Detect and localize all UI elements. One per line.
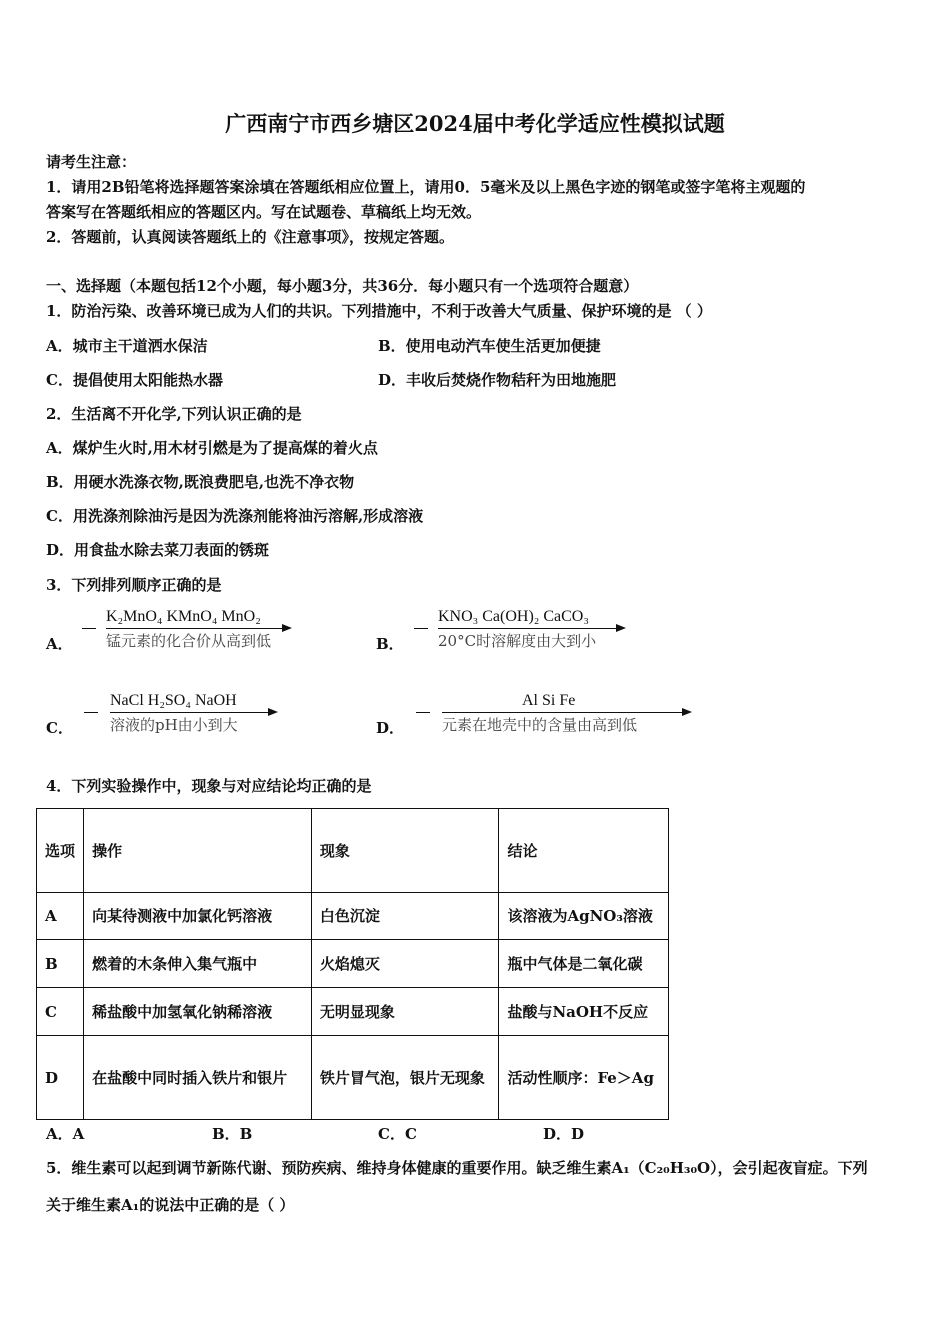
q4-option-a: A．A bbox=[46, 1125, 85, 1143]
cell-operation: 燃着的木条伸入集气瓶中 bbox=[84, 940, 312, 988]
q3-a-condition: 锰元素的化合价从高到低 bbox=[106, 632, 272, 650]
q2-stem: 2．生活离不开化学,下列认识正确的是 bbox=[46, 405, 302, 423]
section-heading: 一、选择题（本题包括12个小题，每小题3分，共36分．每小题只有一个选项符合题意） bbox=[46, 277, 639, 295]
table-row bbox=[37, 893, 669, 940]
q3-option-c-label: C． bbox=[46, 719, 73, 737]
cell-operation: 在盐酸中同时插入铁片和银片 bbox=[84, 1036, 312, 1120]
q3-stem: 3．下列排列顺序正确的是 bbox=[46, 576, 222, 594]
q2-option-d: D．用食盐水除去菜刀表面的锈斑 bbox=[46, 541, 270, 559]
q3-option-c-arrow bbox=[82, 690, 287, 740]
q2-option-c: C．用洗涤剂除油污是因为洗涤剂能将油污溶解,形成溶液 bbox=[46, 507, 424, 525]
cell-operation: 稀盐酸中加氢氧化钠稀溶液 bbox=[84, 988, 312, 1036]
header-option: 选项 bbox=[37, 809, 84, 893]
q3-option-a-arrow bbox=[80, 606, 295, 656]
header-phenomenon: 现象 bbox=[311, 809, 499, 893]
q4-option-c: C．C bbox=[378, 1125, 417, 1143]
q1-option-d: D．丰收后焚烧作物秸秆为田地施肥 bbox=[378, 371, 617, 389]
q3-option-d-arrow bbox=[414, 690, 699, 740]
notice-line-1b: 答案写在答题纸相应的答题区内。写在试题卷、草稿纸上均无效。 bbox=[46, 203, 482, 221]
q5-stem-line-2: 关于维生素A₁的说法中正确的是（ ） bbox=[46, 1196, 295, 1214]
q4-table bbox=[36, 808, 669, 1120]
notice-line-1a: 1．请用2B铅笔将选择题答案涂填在答题纸相应位置上，请用0．5毫米及以上黑色字迹的钢笔或签字笔将主观题的 bbox=[46, 178, 806, 196]
q3-c-compounds: NaCl H₂SO₄ NaOH bbox=[110, 692, 237, 709]
q3-d-condition: 元素在地壳中的含量由高到低 bbox=[442, 716, 638, 734]
q3-a-compounds: K₂MnO₄ KMnO₄ MnO₂ bbox=[106, 608, 261, 625]
q4-stem: 4．下列实验操作中，现象与对应结论均正确的是 bbox=[46, 777, 372, 795]
q3-option-d-label: D． bbox=[376, 719, 405, 737]
cell-option: B bbox=[37, 940, 84, 988]
cell-operation: 向某待测液中加氯化钙溶液 bbox=[84, 893, 312, 940]
cell-conclusion: 该溶液为AgNO₃溶液 bbox=[499, 893, 669, 940]
q3-b-condition: 20°C时溶解度由大到小 bbox=[438, 632, 597, 650]
q1-option-a: A．城市主干道洒水保洁 bbox=[46, 337, 208, 355]
q3-c-condition: 溶液的pH由小到大 bbox=[110, 716, 238, 734]
q1-option-b: B．使用电动汽车使生活更加便捷 bbox=[378, 337, 601, 355]
q3-option-b-arrow bbox=[412, 606, 632, 656]
q2-option-a: A．煤炉生火时,用木材引燃是为了提高煤的着火点 bbox=[46, 439, 378, 457]
cell-phenomenon: 火焰熄灭 bbox=[311, 940, 499, 988]
page-title: 广西南宁市西乡塘区2024届中考化学适应性模拟试题 bbox=[225, 111, 725, 136]
table-row bbox=[37, 1036, 669, 1120]
cell-conclusion: 瓶中气体是二氧化碳 bbox=[499, 940, 669, 988]
header-conclusion: 结论 bbox=[499, 809, 669, 893]
q3-option-a-label: A． bbox=[46, 635, 73, 653]
header-operation: 操作 bbox=[84, 809, 312, 893]
notice-heading: 请考生注意： bbox=[46, 153, 137, 171]
cell-option: D bbox=[37, 1036, 84, 1120]
cell-option: A bbox=[37, 893, 84, 940]
cell-conclusion: 盐酸与NaOH不反应 bbox=[499, 988, 669, 1036]
q4-option-b: B．B bbox=[212, 1125, 253, 1143]
notice-line-2: 2．答题前，认真阅读答题纸上的《注意事项》，按规定答题。 bbox=[46, 228, 454, 246]
q4-option-d: D．D bbox=[543, 1125, 585, 1143]
q1-stem: 1．防治污染、改善环境已成为人们的共识。下列措施中，不利于改善大气质量、保护环境的是 （ ） bbox=[46, 302, 712, 320]
q3-d-elements: Al Si Fe bbox=[522, 692, 576, 709]
q1-option-c: C．提倡使用太阳能热水器 bbox=[46, 371, 223, 389]
table-row bbox=[37, 988, 669, 1036]
cell-phenomenon: 无明显现象 bbox=[311, 988, 499, 1036]
q3-option-b-label: B． bbox=[376, 635, 404, 653]
q5-stem-line-1: 5．维生素可以起到调节新陈代谢、预防疾病、维持身体健康的重要作用。缺乏维生素A₁（C₂₀H₃₀O），会引起夜盲症。下列 bbox=[46, 1159, 868, 1177]
cell-conclusion: 活动性顺序：Fe＞Ag bbox=[499, 1036, 669, 1120]
cell-option: C bbox=[37, 988, 84, 1036]
cell-phenomenon: 白色沉淀 bbox=[311, 893, 499, 940]
table-header-row bbox=[37, 809, 669, 893]
table-row bbox=[37, 940, 669, 988]
cell-phenomenon: 铁片冒气泡，银片无现象 bbox=[311, 1036, 499, 1120]
q3-b-compounds: KNO₃ Ca(OH)₂ CaCO₃ bbox=[438, 608, 589, 625]
q2-option-b: B．用硬水洗涤衣物,既浪费肥皂,也洗不净衣物 bbox=[46, 473, 355, 491]
